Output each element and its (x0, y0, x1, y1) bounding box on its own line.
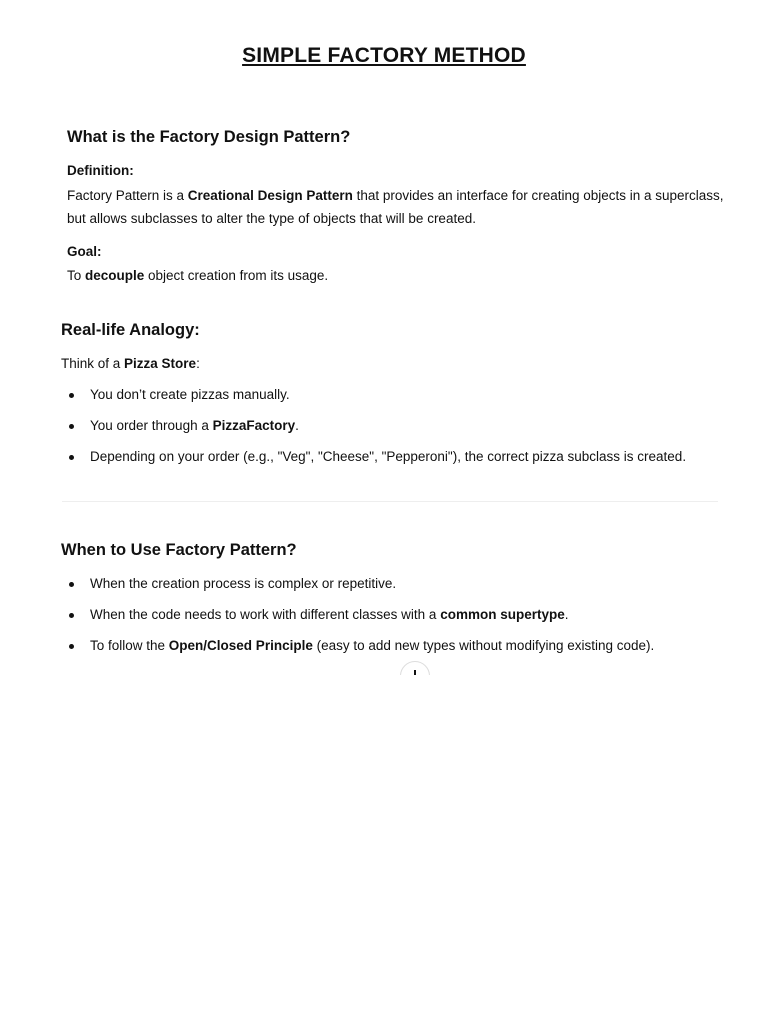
definition-text-post: that provides an interface for creating objects in a superclass, (352, 188, 724, 203)
definition-paragraph-line-1 (67, 184, 747, 207)
analogy-intro-bold: Pizza Store (124, 356, 197, 371)
list-item-text-post: . (564, 607, 569, 622)
bullet-dot-icon (69, 455, 74, 460)
bullet-dot-icon (69, 582, 74, 587)
when-bullet-list (61, 576, 751, 669)
section-when-to-use (61, 541, 751, 560)
list-item-text-bold: common supertype (440, 607, 565, 622)
goal-text-bold: decouple (85, 268, 145, 283)
section-heading: When to Use Factory Pattern? (61, 541, 297, 559)
list-item-text-pre: To follow the (90, 638, 169, 653)
definition-text (67, 184, 747, 230)
analogy-intro-post: : (196, 356, 200, 371)
list-item-text-bold: PizzaFactory (212, 418, 296, 433)
section-heading: Real-life Analogy: (61, 321, 200, 339)
goal-paragraph (67, 264, 747, 287)
goal-block (67, 244, 747, 259)
list-item-text-post: . (295, 418, 299, 433)
list-item-text-bold: Open/Closed Principle (168, 638, 313, 653)
list-item-text-pre: You don’t create pizzas manually. (90, 387, 290, 402)
list-item-text-pre: Depending on your order (e.g., "Veg", "Cheese", "Pepperoni"), the correct pizza subclass is created. (90, 449, 687, 464)
bullet-dot-icon (69, 424, 74, 429)
analogy-intro-paragraph (61, 352, 751, 375)
bullet-dot-icon (69, 644, 74, 649)
goal-label: Goal: (67, 244, 102, 259)
list-item (61, 418, 751, 449)
goal-text (67, 264, 747, 287)
list-item (61, 607, 751, 638)
list-item-text-pre: When the creation process is complex or repetitive. (90, 576, 397, 591)
section-what-is-factory (67, 128, 747, 147)
definition-block (67, 163, 747, 178)
analogy-intro-pre: Think of a (61, 356, 125, 371)
definition-text-pre: Factory Pattern is a (67, 188, 188, 203)
analogy-bullet-list (61, 387, 751, 480)
bullet-dot-icon (69, 393, 74, 398)
list-item-text-pre: When the code needs to work with different classes with a (90, 607, 441, 622)
definition-text-bold: Creational Design Pattern (187, 188, 353, 203)
page-title: SIMPLE FACTORY METHOD (242, 44, 526, 67)
list-item (61, 576, 751, 607)
section-heading: What is the Factory Design Pattern? (67, 128, 351, 146)
bullet-dot-icon (69, 613, 74, 618)
list-item (61, 387, 751, 418)
list-item-text-post: (easy to add new types without modifying existing code). (312, 638, 655, 653)
goal-text-post: object creation from its usage. (144, 268, 329, 283)
section-analogy (61, 321, 751, 340)
scroll-down-button[interactable] (400, 661, 430, 675)
scroll-down-arrow-icon (414, 670, 416, 675)
goal-text-pre: To (67, 268, 86, 283)
list-item-text-pre: You order through a (90, 418, 213, 433)
analogy-intro (61, 352, 751, 375)
definition-label: Definition: (67, 163, 134, 178)
list-item (61, 449, 751, 480)
definition-paragraph-line-2: but allows subclasses to alter the type of objects that will be created. (67, 211, 476, 226)
section-divider (62, 501, 718, 502)
